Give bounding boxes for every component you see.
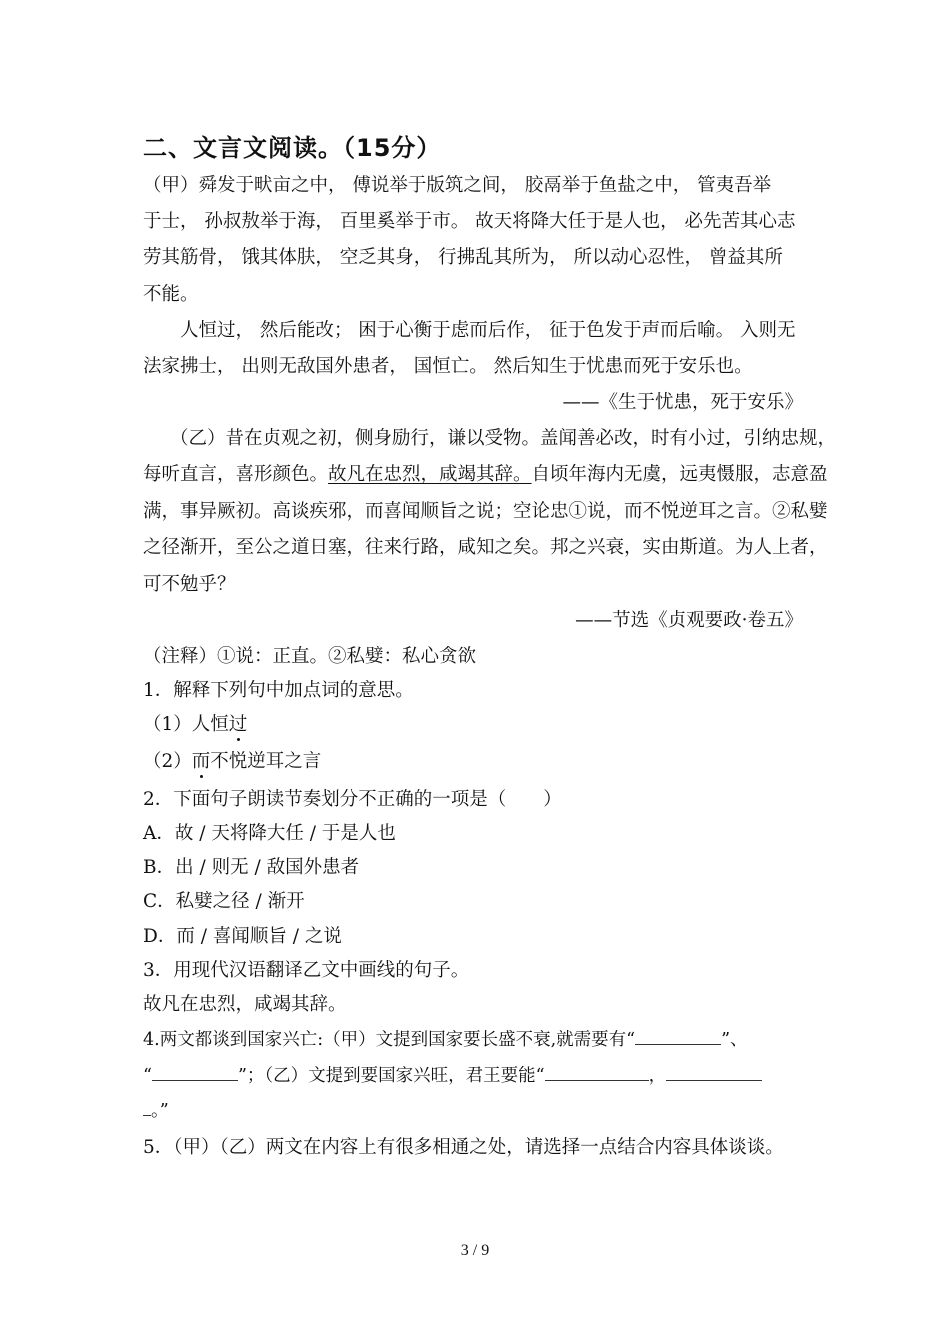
passage-jia-line-4: 不能。 bbox=[143, 284, 199, 305]
question-1-item-1 bbox=[143, 713, 813, 737]
question-4-line-3 bbox=[143, 1099, 813, 1123]
passage-yi-source: ——节选《贞观要政·卷五》 bbox=[575, 610, 803, 631]
passage-yi-line-4: 之径渐开，至公之道日塞，往来行路，咸知之矣。邦之兴衰，实由斯道。为人上者， bbox=[143, 537, 828, 558]
answer-blank-2[interactable] bbox=[152, 1066, 238, 1081]
question-1-item-1-text: （1）人恒 bbox=[143, 714, 229, 735]
option-c: C．私嬖之径 / 渐开 bbox=[143, 891, 305, 912]
section-title: 二、文言文阅读。（15分） bbox=[143, 134, 442, 162]
answer-blank-4[interactable] bbox=[666, 1066, 762, 1081]
passage-yi-line-1: （乙）昔在贞观之初，侧身励行，谦以受物。盖闻善必改，时有小过，引纳忠规， bbox=[170, 428, 837, 449]
answer-blank-3[interactable] bbox=[545, 1066, 649, 1081]
dotted-word-er: 而 bbox=[191, 751, 211, 772]
question-1-item-2-prefix: （2） bbox=[143, 751, 192, 772]
passage-jia-line-6: 法家拂士， 出则无敌国外患者， 国恒亡。 然后知生于忧患而死于安乐也。 bbox=[143, 356, 753, 377]
underlined-sentence: 故凡在忠烈，咸竭其辞。 bbox=[328, 464, 532, 485]
option-a: A．故 / 天将降大任 / 于是人也 bbox=[143, 823, 396, 844]
passage-jia-line-1: （甲）舜发于畎亩之中， 傅说举于版筑之间， 胶鬲举于鱼盐之中， 管夷吾举 bbox=[143, 175, 772, 196]
option-b: B．出 / 则无 / 敌国外患者 bbox=[143, 857, 360, 878]
question-4-text-1: 4.两文都谈到国家兴亡:（甲）文提到国家要长盛不衰,就需要有“ bbox=[143, 1030, 636, 1050]
question-4-line-2 bbox=[143, 1064, 813, 1088]
question-1: 1．解释下列句中加点词的意思。 bbox=[143, 680, 414, 701]
question-3: 3．用现代汉语翻译乙文中画线的句子。 bbox=[143, 960, 470, 981]
question-1-item-2-text: 不悦逆耳之言 bbox=[210, 751, 322, 772]
question-4-text-2: ”、 bbox=[721, 1030, 748, 1050]
passage-yi-line-2 bbox=[143, 463, 828, 487]
passage-jia-line-3: 劳其筋骨， 饿其体肤， 空乏其身， 行拂乱其所为， 所以动心忍性， 曾益其所 bbox=[143, 247, 783, 268]
passage-jia-line-5: 人恒过， 然后能改； 困于心衡于虑而后作， 征于色发于声而后喻。 入则无 bbox=[180, 320, 796, 341]
question-4-text-5: ， bbox=[648, 1066, 667, 1086]
option-d: D．而 / 喜闻顺旨 / 之说 bbox=[143, 926, 342, 947]
passage-jia-line-2: 于士， 孙叔敖举于海， 百里奚举于市。 故天将降大任于是人也， 必先苦其心志 bbox=[143, 211, 796, 232]
annotation-note: （注释）①说：正直。②私嬖：私心贪欲 bbox=[143, 646, 477, 667]
question-5: 5．（甲）（乙）两文在内容上有很多相通之处，请选择一点结合内容具体谈谈。 bbox=[143, 1137, 784, 1158]
passage-yi-line-2-end: 自顷年海内无虞，远夷慑服，志意盈 bbox=[531, 464, 828, 485]
passage-yi-line-2-start: 每听直言，喜形颜色。 bbox=[143, 464, 329, 485]
question-4-text-6: 。” bbox=[151, 1101, 169, 1121]
question-4-text-4: ”；（乙）文提到要国家兴旺，君王要能“ bbox=[237, 1066, 545, 1086]
page-number: 3 / 9 bbox=[460, 1242, 490, 1259]
dotted-word-guo: 过 bbox=[228, 714, 248, 735]
question-1-item-2 bbox=[143, 750, 813, 774]
question-4-line-1 bbox=[143, 1028, 813, 1052]
question-4-text-3: “ bbox=[143, 1066, 152, 1086]
question-3-sentence: 故凡在忠烈，咸竭其辞。 bbox=[143, 994, 347, 1015]
answer-blank-4-continued[interactable] bbox=[143, 1101, 151, 1116]
passage-jia-source: ——《生于忧患，死于安乐》 bbox=[562, 392, 803, 413]
answer-blank-1[interactable] bbox=[635, 1030, 721, 1045]
question-2: 2．下面句子朗读节奏划分不正确的一项是（ ） bbox=[143, 789, 562, 810]
passage-yi-line-5: 可不勉乎？ bbox=[143, 574, 236, 595]
passage-yi-line-3: 满，事异厥初。高谈疾邪，而喜闻顺旨之说；空论忠①说，而不悦逆耳之言。②私嬖 bbox=[143, 501, 828, 522]
